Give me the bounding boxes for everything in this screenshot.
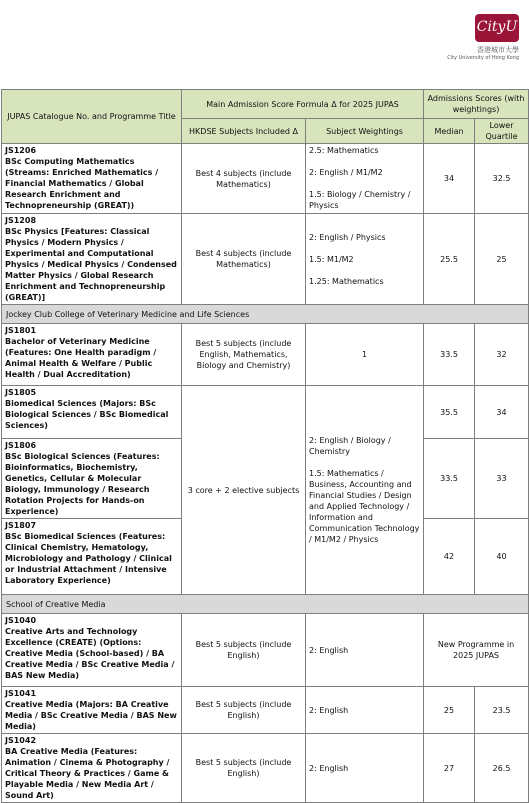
median-score: 35.5 xyxy=(424,386,475,439)
programme-code: JS1805 xyxy=(5,388,37,397)
programme-code: JS1208 xyxy=(5,216,37,225)
programme-code: JS1040 xyxy=(5,616,37,625)
programme-title: Creative Arts and Technology Excellence (CREATE) (Options: Creative Media (School-based) / BA Creative Media / BSc Creative Media / BAS New Media) xyxy=(5,627,175,680)
lower-quartile-score: 40 xyxy=(475,519,529,595)
subject-weightings: 2: English xyxy=(306,687,424,734)
table-row xyxy=(2,386,529,439)
header-formula: Main Admission Score Formula Δ for 2025 JUPAS xyxy=(182,90,424,119)
cityu-logo xyxy=(429,14,519,66)
subject-weightings: 1 xyxy=(306,324,424,386)
median-score: 27 xyxy=(424,734,475,803)
median-score: 33.5 xyxy=(424,324,475,386)
subjects-included: Best 4 subjects (include Mathematics) xyxy=(182,214,306,305)
median-score: 25.5 xyxy=(424,214,475,305)
lower-quartile-score: 23.5 xyxy=(475,687,529,734)
programme-code: JS1807 xyxy=(5,521,37,530)
programme-title: BSc Physics [Features: Classical Physics / Modern Physics / Experimental and Computational Physics / Medical Physics / Condensed Matter Physics / Global Research Enrichment and Technopreneurship (GREAT)] xyxy=(5,227,177,302)
subjects-included: Best 4 subjects (include Mathematics) xyxy=(182,144,306,214)
subjects-included: Best 5 subjects (include English) xyxy=(182,614,306,687)
cityu-logo-mark: CityU xyxy=(475,14,519,42)
programme-code: JS1042 xyxy=(5,736,37,745)
lower-quartile-score: 26.5 xyxy=(475,734,529,803)
new-programme-note: New Programme in 2025 JUPAS xyxy=(424,614,529,687)
subjects-included: 3 core + 2 elective subjects xyxy=(182,386,306,595)
programme-title: BSc Biomedical Sciences (Features: Clinical Chemistry, Hematology, Microbiology and Pathology / Clinical or Industrial Attachment / Intensive Laboratory Experience) xyxy=(5,532,172,585)
table-row xyxy=(2,144,529,214)
table-row xyxy=(2,324,529,386)
logo-english-name: City University of Hong Kong xyxy=(447,55,519,61)
header-weightings: Subject Weightings xyxy=(306,119,424,144)
median-score: 34 xyxy=(424,144,475,214)
programme-title: Biomedical Sciences (Majors: BSc Biological Sciences / BSc Biomedical Sciences) xyxy=(5,399,169,430)
table-row xyxy=(2,614,529,687)
median-score: 25 xyxy=(424,687,475,734)
programme-code: JS1041 xyxy=(5,689,37,698)
header-scores: Admissions Scores (with weightings) xyxy=(424,90,529,119)
programme-title: BSc Biological Sciences (Features: Bioinformatics, Biochemistry, Genetics, Cellular & Molecular Biology, Immunology / Research Rotation Projects for Hands-on Experience) xyxy=(5,452,160,516)
lower-quartile-score: 25 xyxy=(475,214,529,305)
subject-weightings: 2: English xyxy=(306,614,424,687)
programme-code: JS1206 xyxy=(5,146,37,155)
programme-title: Creative Media (Majors: BA Creative Media / BSc Creative Media / BAS New Media) xyxy=(5,700,177,731)
subject-weightings: 2.5: Mathematics 2: English / M1/M2 1.5: Biology / Chemistry / Physics xyxy=(306,144,424,214)
subjects-included: Best 5 subjects (include English) xyxy=(182,734,306,803)
lower-quartile-score: 32.5 xyxy=(475,144,529,214)
programme-code: JS1806 xyxy=(5,441,37,450)
lower-quartile-score: 32 xyxy=(475,324,529,386)
header-subjects-included: HKDSE Subjects Included Δ xyxy=(182,119,306,144)
subject-weightings: 2: English / Biology / Chemistry 1.5: Mathematics / Business, Accounting and Financial Studies / Design and Applied Technology / Information and Communication Technology / M1/M2 / Physics xyxy=(306,386,424,595)
programme-title: Bachelor of Veterinary Medicine (Features: One Health paradigm / Animal Health & Welfare / Public Health / Dual Accreditation) xyxy=(5,337,157,379)
table-row xyxy=(2,687,529,734)
subjects-included: Best 5 subjects (include English) xyxy=(182,687,306,734)
subject-weightings: 2: English xyxy=(306,734,424,803)
lower-quartile-score: 34 xyxy=(475,386,529,439)
admission-scores-table xyxy=(1,89,529,803)
table-row xyxy=(2,214,529,305)
median-score: 33.5 xyxy=(424,439,475,519)
header-catalogue: JUPAS Catalogue No. and Programme Title xyxy=(2,90,182,144)
lower-quartile-score: 33 xyxy=(475,439,529,519)
header-lower-quartile: Lower Quartile xyxy=(475,119,529,144)
programme-code: JS1801 xyxy=(5,326,37,335)
subjects-included: Best 5 subjects (include English, Mathematics, Biology and Chemistry) xyxy=(182,324,306,386)
section-heading: Jockey Club College of Veterinary Medicine and Life Sciences xyxy=(2,305,529,324)
section-heading: School of Creative Media xyxy=(2,595,529,614)
programme-title: BSc Computing Mathematics (Streams: Enriched Mathematics / Financial Mathematics / Global Research Enrichment and Technopreneurship (GREAT)) xyxy=(5,157,159,210)
subject-weightings: 2: English / Physics 1.5: M1/M2 1.25: Mathematics xyxy=(306,214,424,305)
programme-title: BA Creative Media (Features: Animation / Cinema & Photography / Critical Theory & Practices / Game & Playable Media / New Media Art / Sound Art) xyxy=(5,747,170,800)
logo-chinese-name: 香港城市大學 xyxy=(477,46,519,54)
table-row xyxy=(2,734,529,803)
header-median: Median xyxy=(424,119,475,144)
median-score: 42 xyxy=(424,519,475,595)
